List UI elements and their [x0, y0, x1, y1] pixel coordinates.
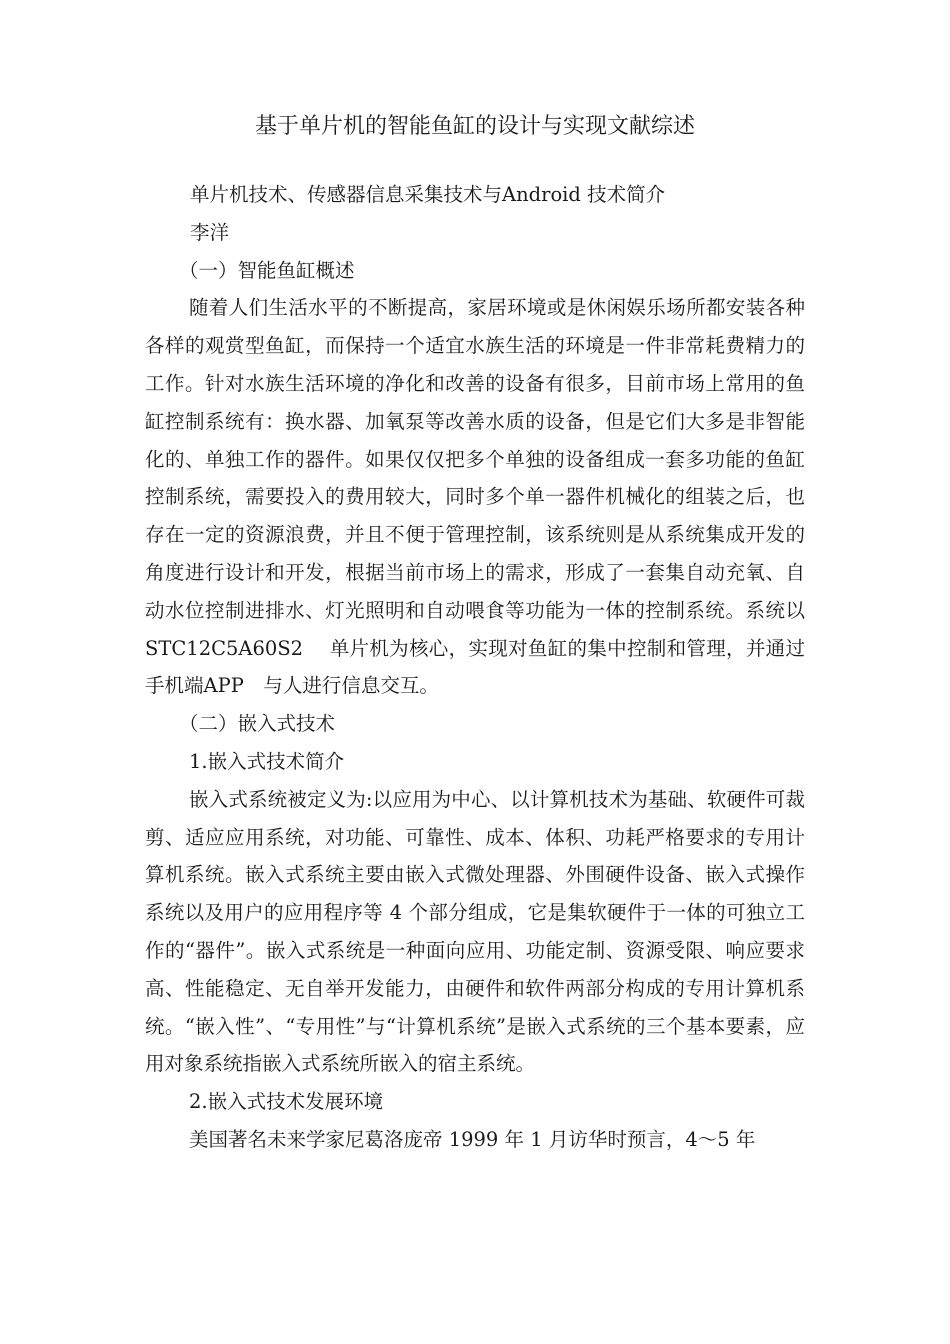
section-heading-embedded: （二）嵌入式技术 [179, 712, 336, 736]
document-subtitle: 单片机技术、传感器信息采集技术与Android 技术简介 [190, 183, 666, 206]
document-title: 基于单片机的智能鱼缸的设计与实现文献综述 [254, 114, 695, 139]
section-heading-overview: （一）智能鱼缸概述 [179, 258, 355, 282]
document-body [145, 176, 805, 1159]
paragraph-embedded-intro: 嵌入式系统被定义为:以应用为中心、以计算机技术为基础、软硬件可裁剪、适应应用系统，对功能、可靠性、成本、体积、功耗严格要求的专用计算机系统。嵌入式系统主要由嵌入式微处理器、外围硬件设备、嵌入式操作系统以及用户的应用程序等 4 个部分组成，它是集软硬件于一体的可独立工作的“器件”。嵌入式系统是一种面向应用、功能定制、资源受限、响应要求高、性能稳定、无自举开发能力，由硬件和软件两部分构成的专用计算机系统。“嵌入性”、“专用性”与“计算机系统”是嵌入式系统的三个基本要素，应用对象系统指嵌入式系统所嵌入的宿主系统。 [145, 787, 805, 1076]
author-name: 李洋 [190, 220, 230, 244]
paragraph-overview: 随着人们生活水平的不断提高，家居环境或是休闲娱乐场所都安装各种各样的观赏型鱼缸，而保持一个适宜水族生活的环境是一件非常耗费精力的工作。针对水族生活环境的净化和改善的设备有很多，目前市场上常用的鱼缸控制系统有：换水器、加氧泵等改善水质的设备，但是它们大多是非智能化的、单独工作的器件。如果仅仅把多个单独的设备组成一套多功能的鱼缸控制系统，需要投入的费用较大，同时多个单一器件机械化的组装之后，也存在一定的资源浪费，并且不便于管理控制，该系统则是从系统集成开发的角度进行设计和开发，根据当前市场上的需求，形成了一套集自动充氧、自动水位控制进排水、灯光照明和自动喂食等功能为一体的控制系统。系统以STC12C5A60S2 单片机为核心，实现对鱼缸的集中控制和管理，并通过手机端APP 与人进行信息交互。 [145, 296, 805, 698]
paragraph-environment: 美国著名未来学家尼葛洛庞帝 1999 年 1 月访华时预言，4～5 年 [189, 1127, 756, 1151]
subsection-heading-intro: 1.嵌入式技术简介 [189, 749, 345, 773]
subsection-heading-environment: 2.嵌入式技术发展环境 [189, 1090, 384, 1114]
